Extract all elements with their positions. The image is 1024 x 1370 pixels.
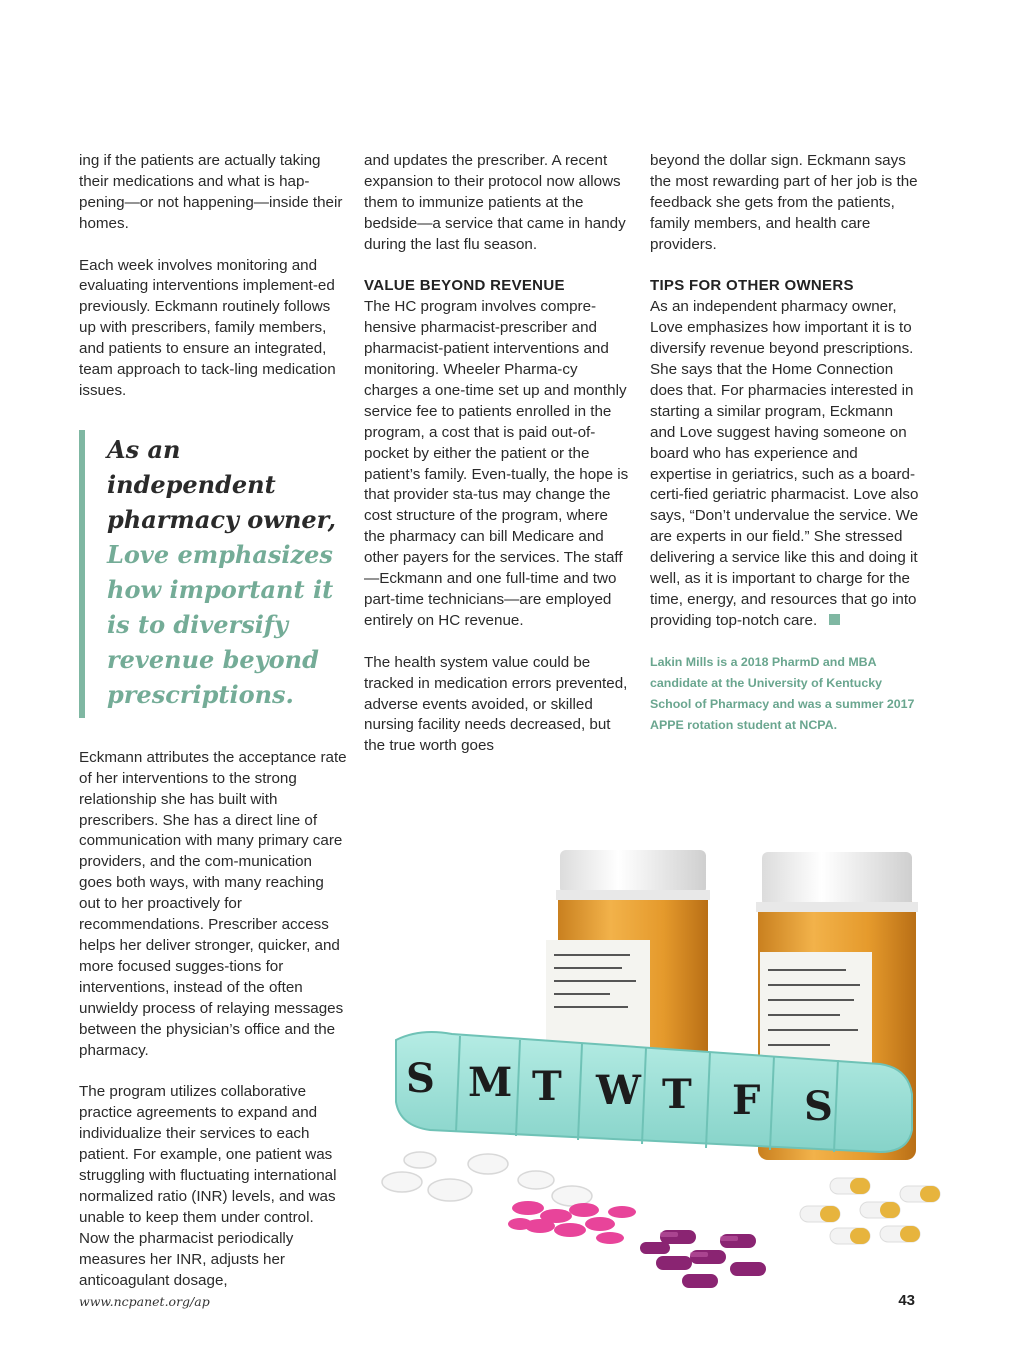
paragraph: Eckmann attributes the acceptance rate of her interventions to the strong relationship she has built with prescribers. She has a direct line of communication with many primary care providers, and the com-munication goes both ways, with many reaching out to her proactively for recommendations. Prescriber access helps her deliver stronger, quicker, and more focused sugges-tions for interventions, instead of the often unwieldy process of relaying messages between the physician’s office and the pharmacy. [79, 748, 347, 1059]
paragraph: beyond the dollar sign. Eckmann says the most rewarding part of her job is the feedback she gets from the patients, family members, and health care providers. [650, 152, 918, 253]
organizer-day-label: T [662, 1071, 692, 1118]
organizer-day-label: S [406, 1055, 435, 1102]
paragraph: and updates the prescriber. A recent expansion to their protocol now allows them to immunize patients at the bedside—a service that came in handy during the last flu season. [364, 152, 626, 253]
paragraph: The HC program involves compre-hensive pharmacist-prescriber and pharmacist-patient interventions and monitoring. Wheeler Pharma-cy charges a one-time set up and monthly service fee to patients enrolled in the program, a cost that is paid out-of-pocket by either the patient or the patient’s family. Even-tually, the hope is that provider sta-tus may change the cost structure of the program, where the pharmacy can bill Medicare and other payers for the services. The staff—Eckmann and one full-time and two part-time technicians—are employed entirely on HC revenue. [364, 298, 629, 629]
paragraph: ing if the patients are actually taking their medications and what is hap-pening—or not happening—inside their homes. [79, 152, 343, 232]
organizer-day-label: W [596, 1067, 641, 1114]
column-2 [364, 151, 632, 757]
pull-quote-lead: As an independent pharmacy owner, [107, 434, 336, 534]
pull-quote [79, 430, 347, 718]
organizer-day-label: T [532, 1063, 562, 1110]
organizer-day-label: S [804, 1083, 833, 1130]
white-tablets [382, 1152, 592, 1206]
footer-url: www.ncpanet.org/ap [79, 1294, 210, 1309]
end-mark-icon [829, 614, 840, 625]
section-heading: VALUE BEYOND REVENUE [364, 277, 565, 295]
column-1 [79, 151, 347, 1291]
pill-bottles-photo [360, 830, 960, 1290]
organizer-day-label: M [468, 1059, 513, 1106]
purple-capsules [640, 1230, 766, 1288]
page-number: 43 [898, 1292, 915, 1309]
paragraph: The program utilizes collaborative practice agreements to expand and individualize their services to each patient. For example, one patient was struggling with fluctuating international normalized ratio (INR) levels, and was unable to keep them under control. Now the pharmacist periodically measures her INR, adjusts her anticoagulant dosage, [79, 1083, 337, 1289]
organizer-day-label: F [732, 1077, 761, 1124]
section-heading: TIPS FOR OTHER OWNERS [650, 277, 854, 295]
paragraph-text: As an independent pharmacy owner, Love emphasizes how important it is to diversify revenue beyond prescriptions. She says that the Home Connection does that. For pharmacies interested in starting a similar program, Eckmann and Love suggest having someone on board who has experience and expertise in geriatrics, such as a board-certi-fied geriatric pharmacist. Love also says, “Don’t undervalue the service. We are experts in our field.” She stressed delivering a service like this and doing it well, as it is important to charge for the time, energy, and resources that go into providing top-notch care. [650, 298, 919, 629]
paragraph: The health system value could be tracked in medication errors prevented, adverse events avoided, or skilled nursing facility needs decreased, but the true worth goes [364, 653, 628, 755]
column-3 [650, 151, 920, 736]
paragraph [650, 297, 920, 632]
paragraph: Each week involves monitoring and evaluating interventions implement-ed previously. Eckmann routinely follows up with prescribers, family members, and patients to ensure an integrated, team approach to tack-ling medication issues. [79, 256, 336, 399]
pull-quote-rest: Love emphasizes how important it is to diversify revenue beyond prescriptions. [107, 539, 334, 709]
yellow-capsules [800, 1178, 940, 1244]
pink-tablets [508, 1201, 636, 1244]
author-bio: Lakin Mills is a 2018 PharmD and MBA candidate at the University of Kentucky School of Pharmacy and was a summer 2017 APPE rotation student at NCPA. [650, 654, 915, 732]
